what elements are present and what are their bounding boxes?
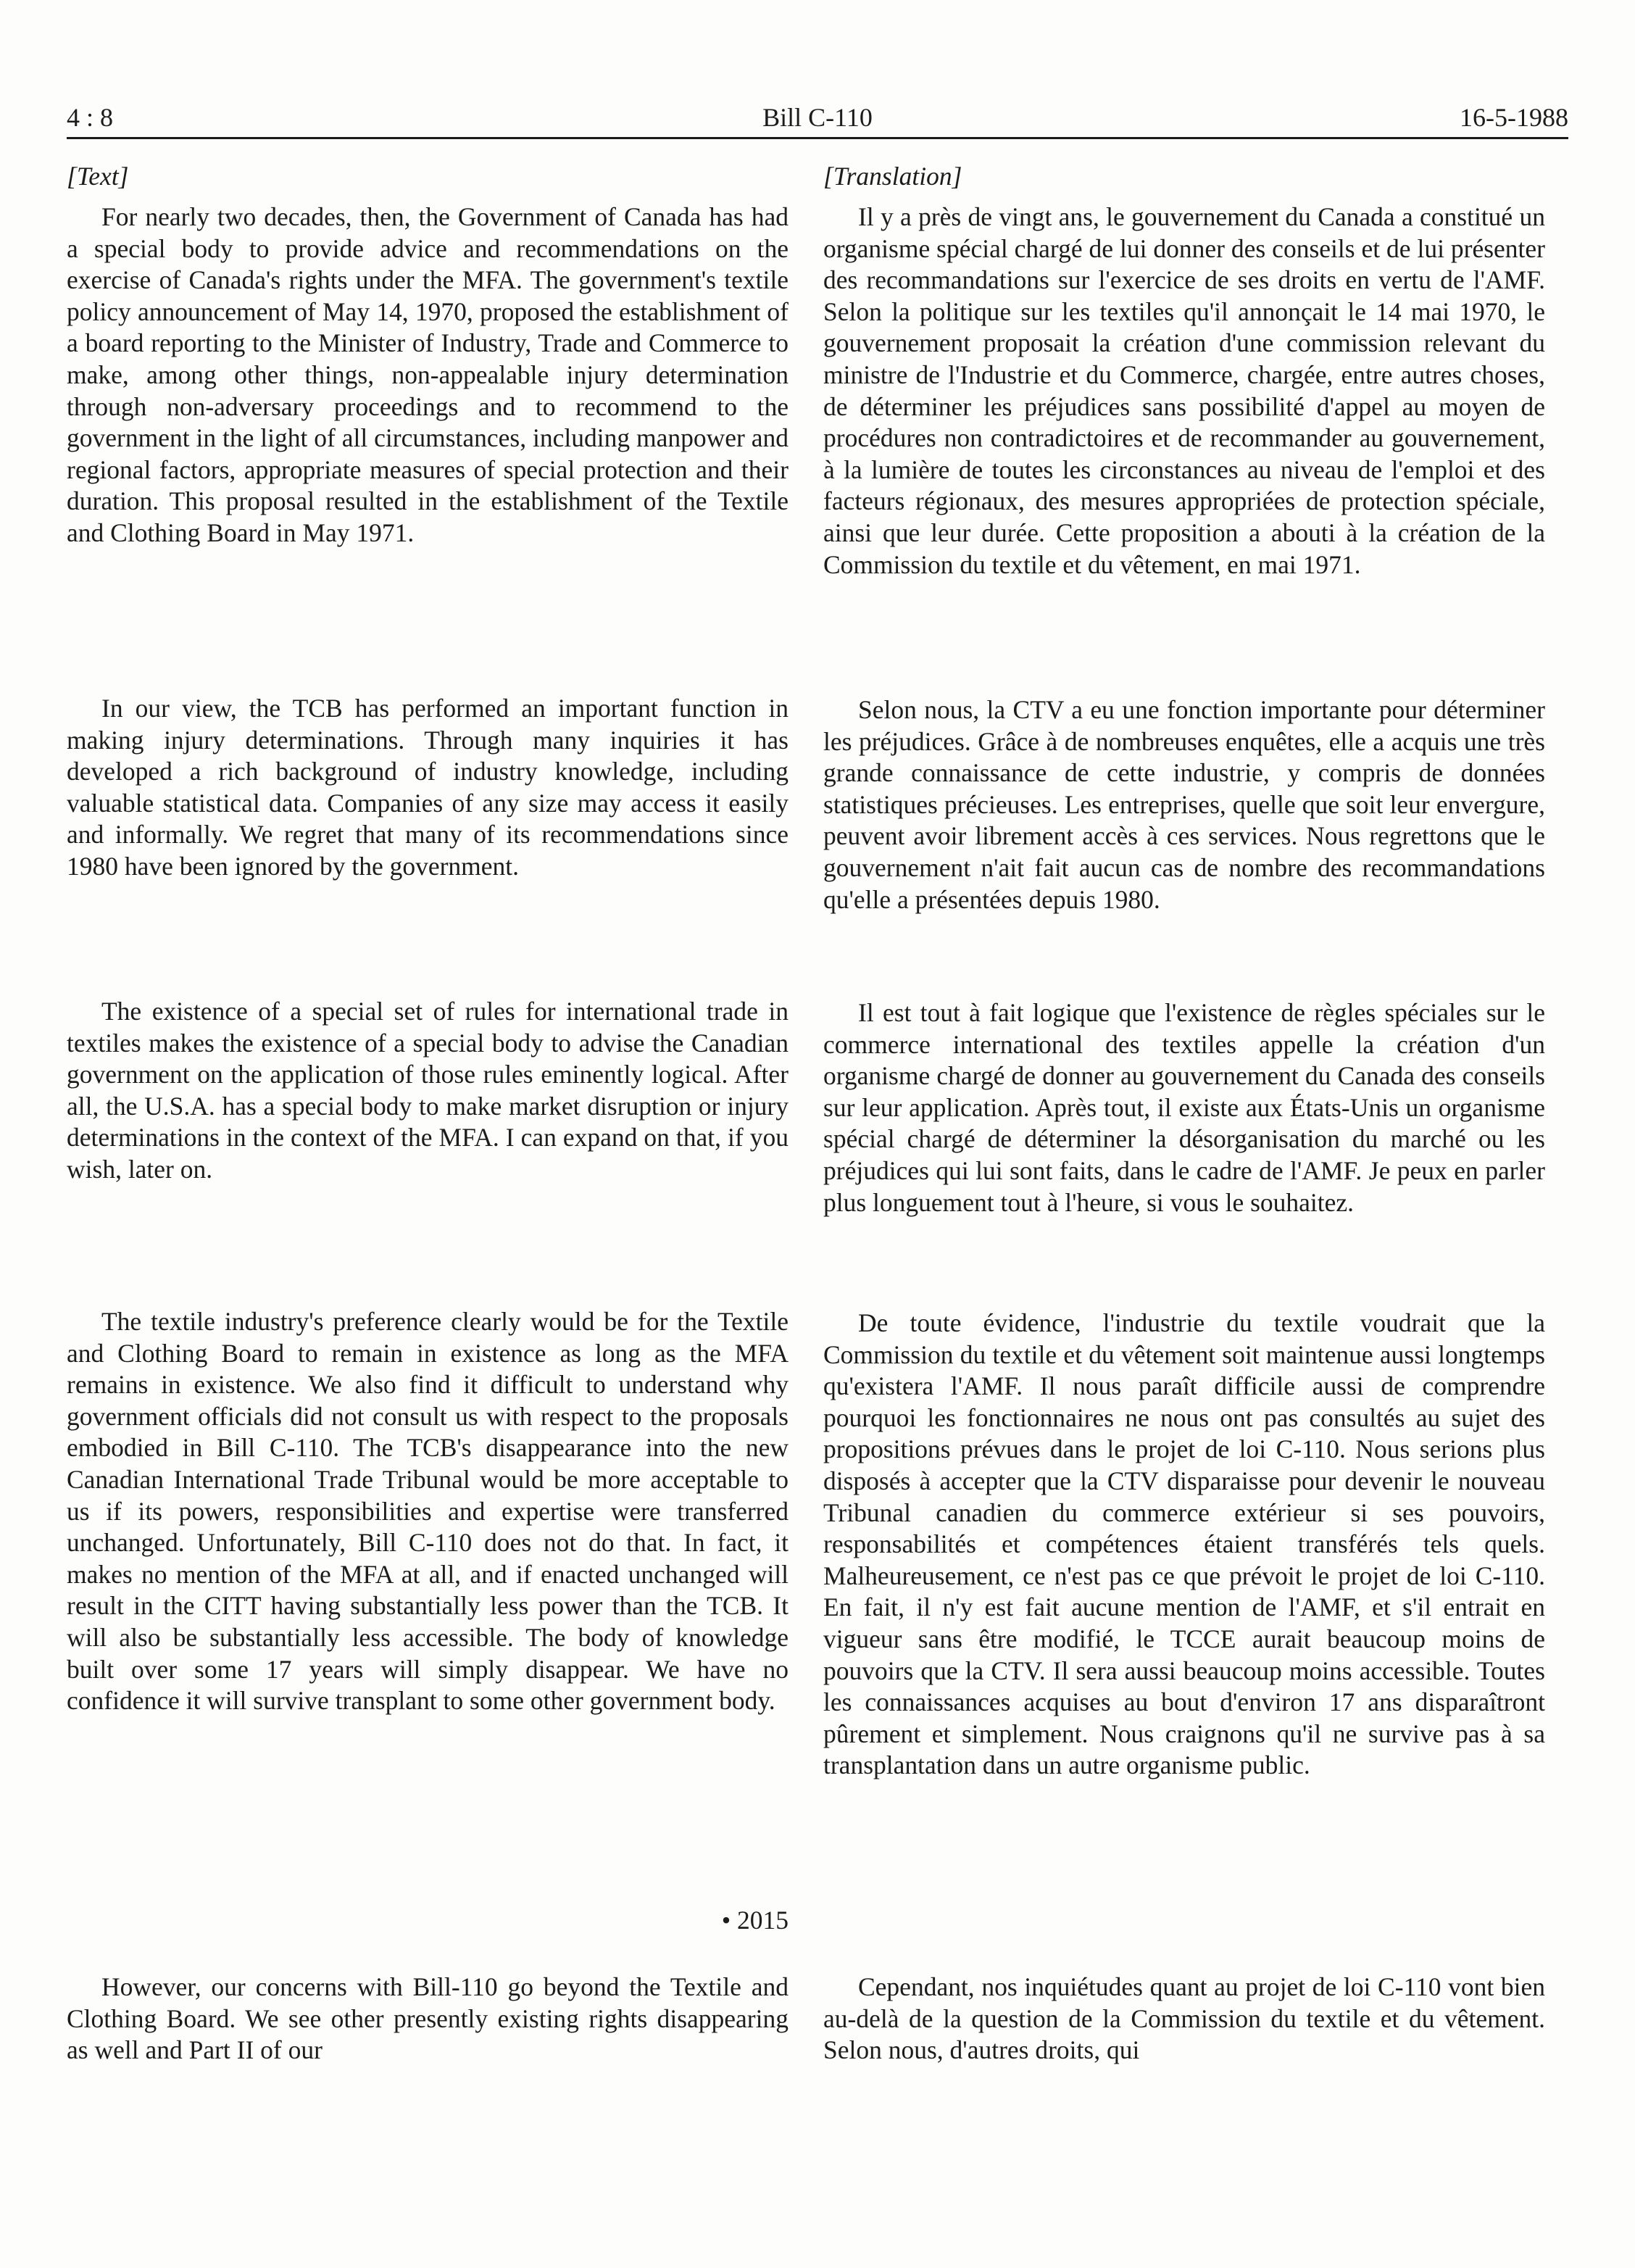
page-number: 4 : 8 bbox=[67, 103, 114, 132]
french-paragraph-3: Il est tout à fait logique que l'existence de règles spéciales sur le commerce international des textiles appelle la création d'un organisme chargé de donner au gouvernement du Canada des conseils sur leur application. Après tout, il existe aux États-Unis un organisme spécial chargé de déterminer la désorganisation du marché ou les préjudices qui lui sont faits, dans le cadre de l'AMF. Je peux en parler plus longuement tout à l'heure, si vous le souhaitez. bbox=[823, 998, 1545, 1217]
english-paragraph-3: The existence of a special set of rules for international trade in textiles makes the existence of a special body to advise the Canadian government on the application of those rules eminently logical. After all, the U.S.A. has a special body to make market disruption or injury determinations in the context of the MFA. I can expand on that, if you wish, later on. bbox=[67, 997, 789, 1184]
french-paragraph-1: Il y a près de vingt ans, le gouvernement du Canada a constitué un organisme spécial chargé de lui donner des conseils et de lui présenter des recommandations sur l'exercice de ses droits en vertu de l'AMF. Selon la politique sur les textiles qu'il annonçait le 14 mai 1970, le gouvernement proposait la création d'une commission relevant du ministre de l'Industrie et du Commerce, chargée, entre autres choses, de déterminer les préjudices sans possibilité d'appel au moyen de procédures non contradictoires et de recommander au gouvernement, à la lumière de toutes les circonstances au niveau de l'emploi et des facteurs régionaux, des mesures appropriées de protection spéciale, ainsi que leur durée. Cette proposition a abouti à la création de la Commission du textile et du vêtement, en mai 1971. bbox=[823, 202, 1545, 579]
text-label: [Text] bbox=[67, 162, 129, 191]
french-paragraph-5: Cependant, nos inquiétudes quant au projet de loi C-110 vont bien au-delà de la question de la Commission du textile et du vêtement. Selon nous, d'autres droits, qui bbox=[823, 1972, 1545, 2065]
header-rule bbox=[67, 137, 1568, 139]
translation-label: [Translation] bbox=[823, 162, 962, 191]
english-paragraph-4: The textile industry's preference clearly would be for the Textile and Clothing Board to remain in existence as long as the MFA remains in existence. We also find it difficult to understand why government officials did not consult us with respect to the proposals embodied in Bill C-110. The TCB's disappearance into the new Canadian International Trade Tribunal would be more acceptable to us if its powers, responsibilities and expertise were transferred unchanged. Unfortunately, Bill C-110 does not do that. In fact, it makes no mention of the MFA at all, and if enacted unchanged will result in the CITT having substantially less power than the TCB. It will also be substantially less accessible. The body of knowledge built over some 17 years will simply disappear. We have no confidence it will survive transplant to some other government body. bbox=[67, 1307, 789, 1716]
page-date: 16-5-1988 bbox=[1460, 103, 1568, 132]
french-column bbox=[823, 161, 1545, 2065]
bill-title: Bill C-110 bbox=[762, 103, 873, 132]
page-header bbox=[67, 99, 1568, 136]
english-paragraph-2: In our view, the TCB has performed an important function in making injury determinations. Through many inquiries it has developed a rich background of industry knowledge, including valuable statistical data. Companies of any size may access it easily and informally. We regret that many of its recommendations since 1980 have been ignored by the government. bbox=[67, 694, 789, 881]
english-paragraph-5: However, our concerns with Bill-110 go beyond the Textile and Clothing Board. We see other presently existing rights disappearing as well and Part II of our bbox=[67, 1972, 789, 2065]
french-paragraph-4: De toute évidence, l'industrie du textile voudrait que la Commission du textile et du vêtement soit maintenue aussi longtemps qu'existera l'AMF. Il nous paraît difficile aussi de comprendre pourquoi les fonctionnaires ne nous ont pas consultés au sujet des propositions prévues dans le projet de loi C-110. Nous serions plus disposés à accepter que la CTV disparaisse pour devenir le nouveau Tribunal canadien du commerce extérieur si ses pouvoirs, responsabilités et compétences étaient transférés tels quels. Malheureusement, ce n'est pas ce que prévoit le projet de loi C-110. En fait, il n'y est fait aucune mention de l'AMF, et s'il entrait en vigueur sans être modifié, le TCCE aurait beaucoup moins de pouvoirs que la CTV. Il sera aussi beaucoup moins accessible. Toutes les connaissances acquises au bout d'environ 17 ans disparaîtront pûrement et simplement. Nous craignons qu'il ne survive pas à sa transplantation dans un autre organisme public. bbox=[823, 1308, 1545, 1780]
english-column bbox=[67, 161, 789, 2065]
time-marker: • 2015 bbox=[721, 1906, 789, 1935]
english-paragraph-1: For nearly two decades, then, the Government of Canada has had a special body to provide advice and recommendations on the exercise of Canada's rights under the MFA. The government's textile policy announcement of May 14, 1970, proposed the establishment of a board reporting to the Minister of Industry, Trade and Commerce to make, among other things, non-appealable injury determination through non-adversary proceedings and to recommend to the government in the light of all circumstances, including manpower and regional factors, appropriate measures of special protection and their duration. This proposal resulted in the establishment of the Textile and Clothing Board in May 1971. bbox=[67, 202, 789, 547]
french-paragraph-2: Selon nous, la CTV a eu une fonction importante pour déterminer les préjudices. Grâce à de nombreuses enquêtes, elle a acquis une très grande connaissance de cette industrie, y compris de données statistiques précieuses. Les entreprises, quelle que soit leur envergure, peuvent avoir librement accès à ces services. Nous regrettons que le gouvernement n'ait fait aucun cas de nombre des recommandations qu'elle a présentées depuis 1980. bbox=[823, 695, 1545, 914]
